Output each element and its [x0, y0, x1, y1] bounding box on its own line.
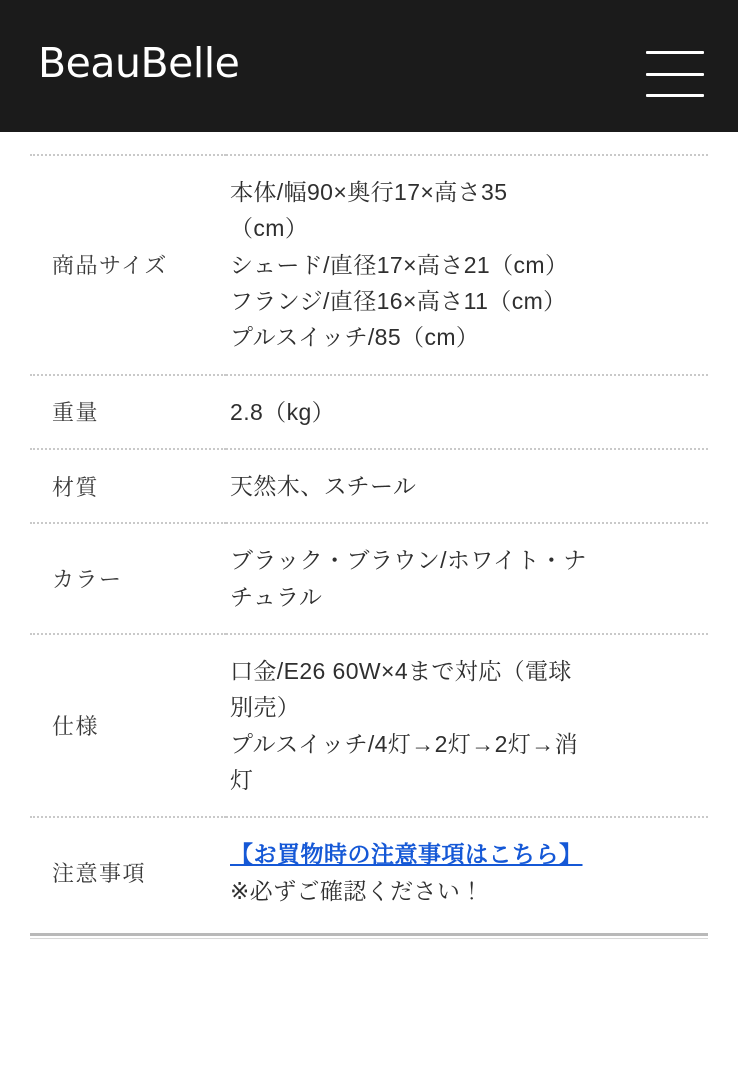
spec-line: フランジ/直径16×高さ11（cm）: [230, 287, 567, 314]
spec-line: （cm）: [230, 215, 309, 242]
spec-value-weight: [226, 375, 708, 449]
header-spacer: [0, 132, 738, 154]
spec-label-spec: 仕様: [52, 714, 100, 740]
spec-line: 灯: [230, 766, 254, 793]
menu-bar-1: [646, 51, 704, 54]
table-row: [30, 523, 708, 634]
purchase-notes-subtext: ※必ずご確認ください！: [230, 877, 484, 904]
hamburger-menu-icon[interactable]: [646, 51, 704, 97]
spec-value-material: [226, 449, 708, 523]
spec-line: シェード/直径17×高さ21（cm）: [230, 251, 569, 278]
spec-line: ブラック・ブラウン/ホワイト・ナ: [230, 547, 587, 574]
spec-line: 本体/幅90×奥行17×高さ35: [230, 179, 508, 205]
spec-label-color: カラー: [52, 567, 123, 593]
spec-line: プルスイッチ/4灯→2灯→2灯→消: [230, 730, 579, 757]
spec-line: 2.8（kg）: [230, 398, 336, 425]
table-row: [30, 634, 708, 817]
menu-bar-3: [646, 94, 704, 97]
spec-label-weight: 重量: [52, 400, 100, 426]
product-spec-section: [0, 154, 738, 927]
section-divider: [30, 933, 708, 939]
table-row: [30, 817, 708, 927]
spec-label-notes: 注意事項: [52, 861, 147, 887]
spec-line: 口金/E26 60W×4まで対応（電球: [230, 657, 572, 684]
purchase-notes-link[interactable]: 【お買物時の注意事項はこちら】: [230, 841, 583, 868]
spec-value-size: [226, 155, 708, 375]
spec-value-spec: [226, 634, 708, 817]
spec-line: プルスイッチ/85（cm）: [230, 324, 480, 351]
product-spec-table: [30, 154, 708, 927]
spec-line: 別売）: [230, 694, 301, 721]
spec-line: チュラル: [230, 583, 323, 610]
spec-line: 天然木、スチール: [230, 472, 417, 499]
spec-value-notes: [226, 817, 708, 927]
table-row: [30, 155, 708, 375]
table-row: [30, 375, 708, 449]
brand-logo[interactable]: BeauBelle: [38, 38, 240, 87]
menu-bar-2: [646, 73, 704, 76]
spec-value-color: [226, 523, 708, 634]
site-header: [0, 0, 738, 132]
spec-label-material: 材質: [52, 474, 100, 500]
spec-label-size: 商品サイズ: [52, 253, 168, 279]
table-row: [30, 449, 708, 523]
